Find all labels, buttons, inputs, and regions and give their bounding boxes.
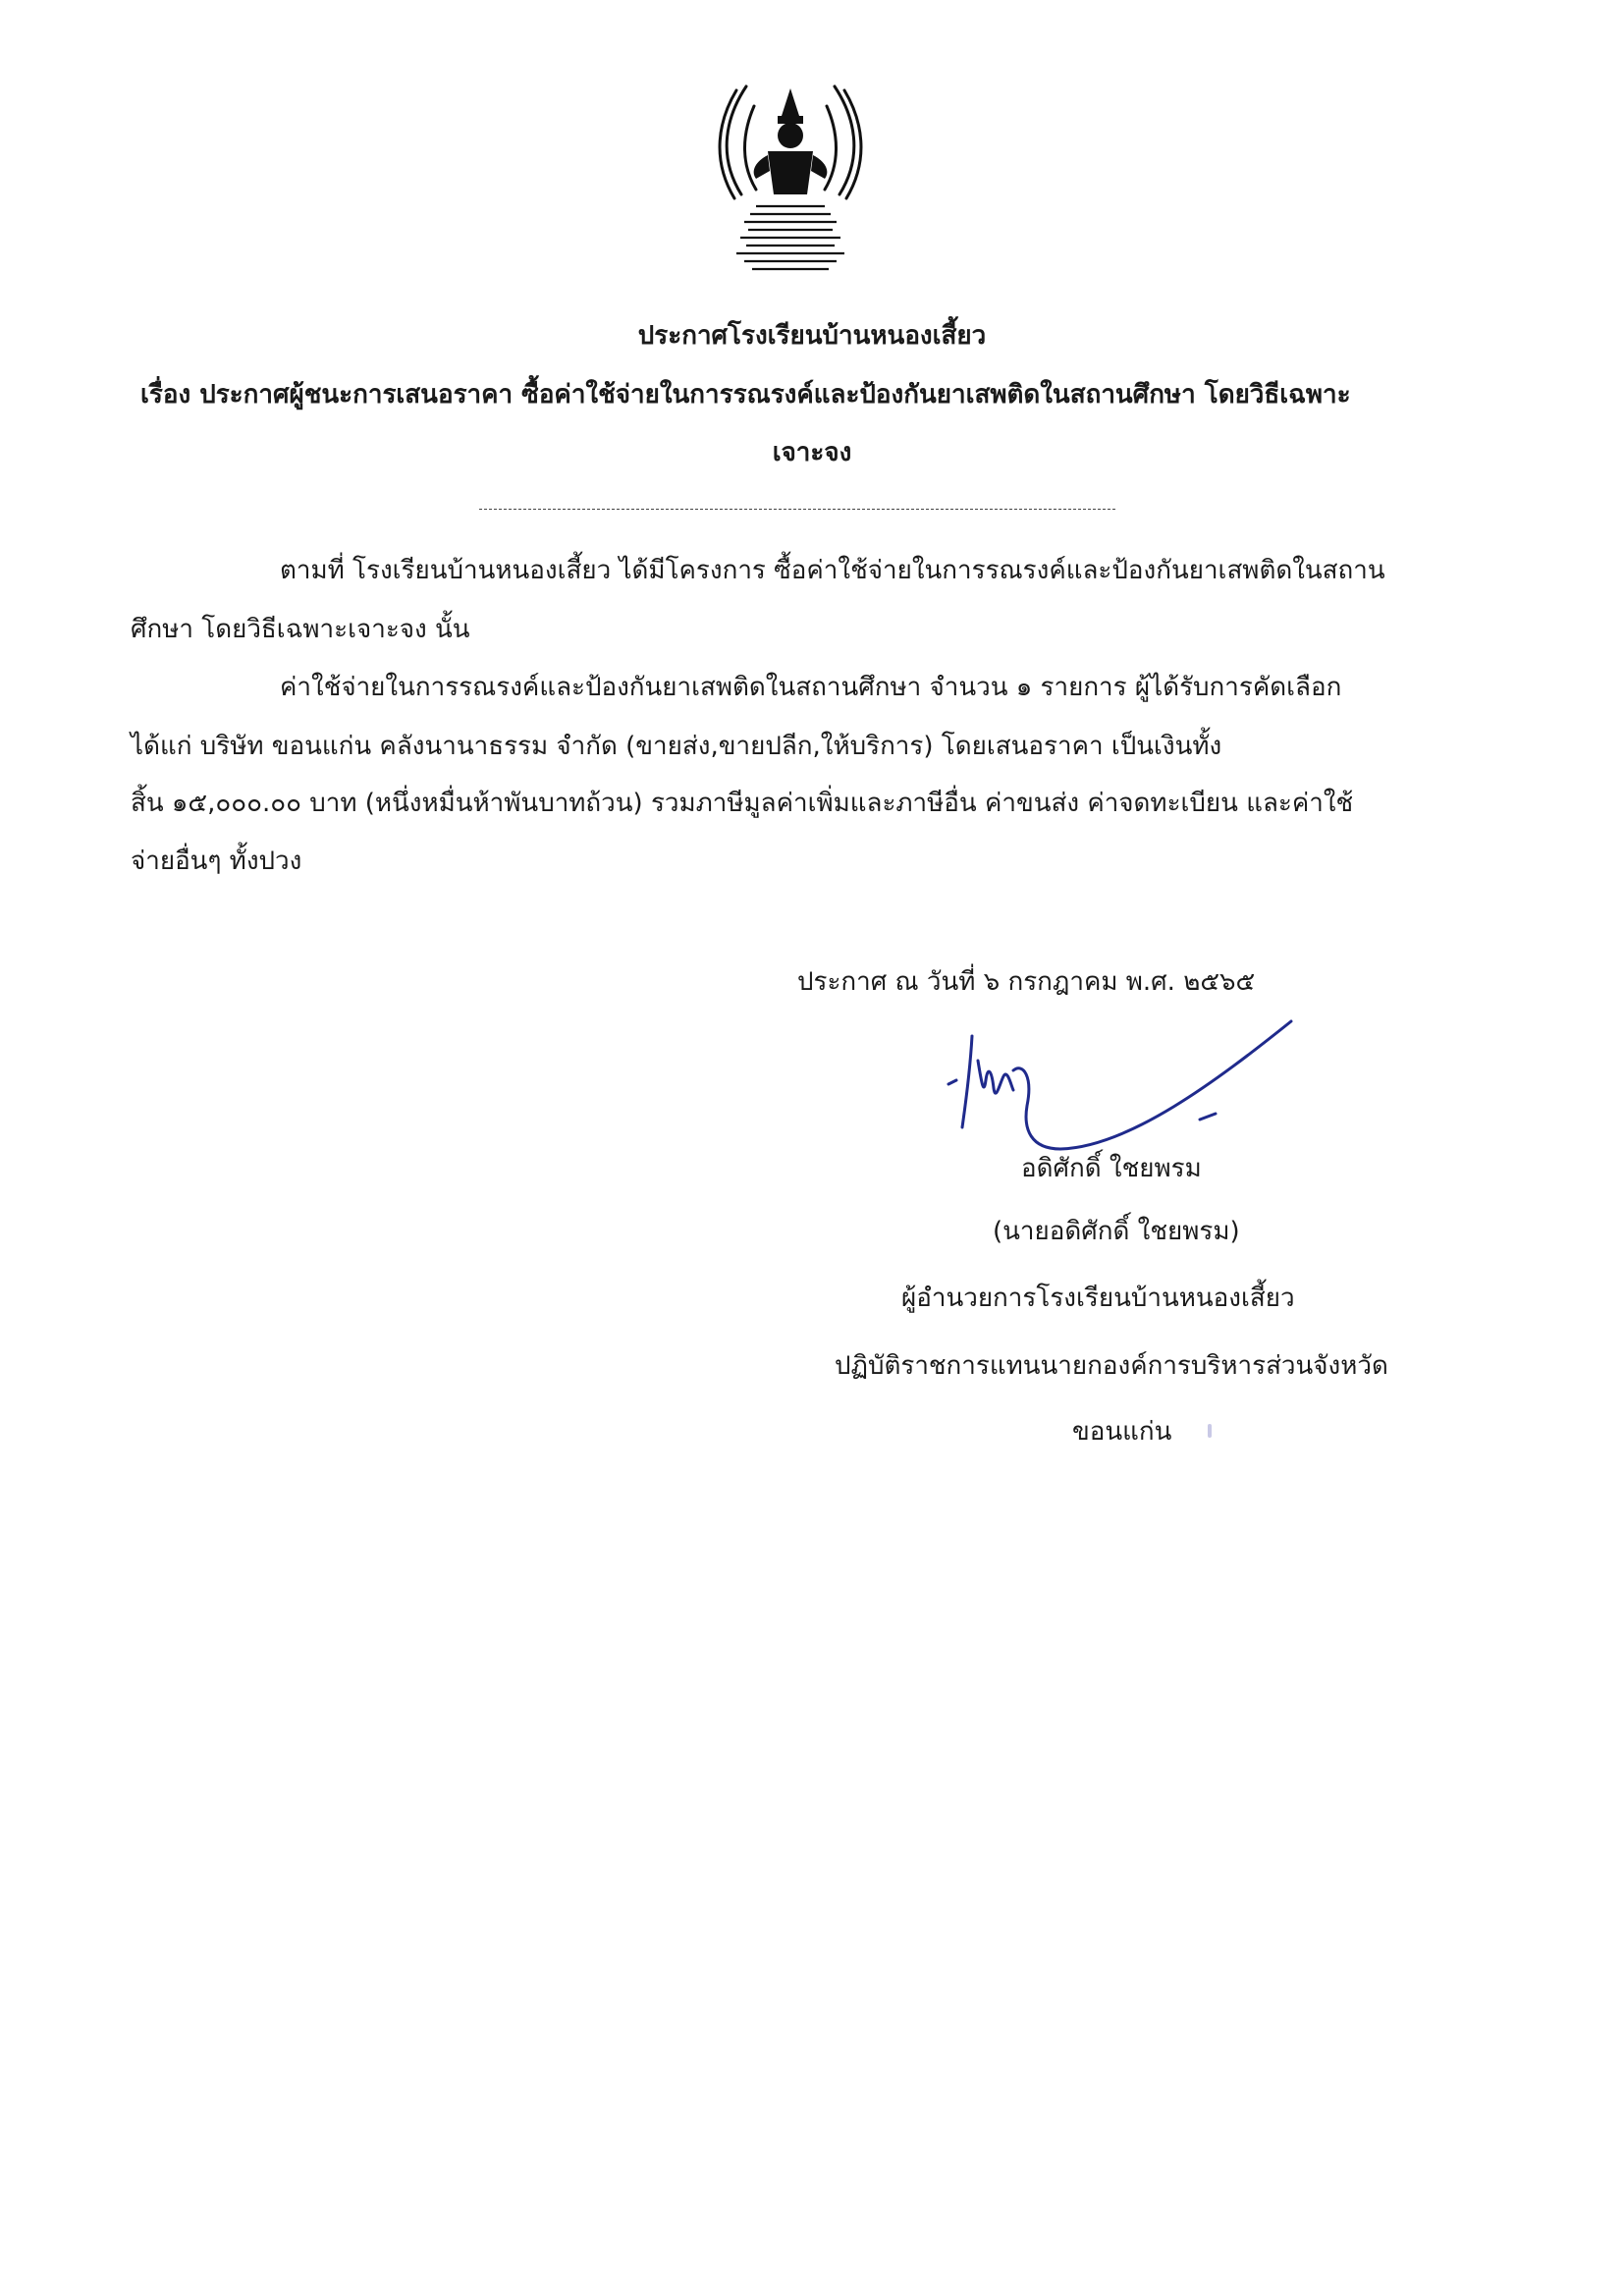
announcement-date: ประกาศ ณ วันที่ ๖ กรกฎาคม พ.ศ. ๒๕๖๕ (797, 967, 1256, 997)
subject-line-2: เจาะจง (772, 438, 852, 467)
paragraph-2-line-3: สิ้น ๑๕,๐๐๐.๐๐ บาท (หนึ่งหมื่นห้าพันบาทถ้วน) รวมภาษีมูลค่าเพิ่มและภาษีอื่น ค่าขนส่ง ค่าจดทะเบียน และค่าใช้ (131, 789, 1354, 818)
signatory-position-2: ปฏิบัติราชการแทนนายกองค์การบริหารส่วนจังหวัด (835, 1351, 1388, 1381)
paragraph-2-line-2: ได้แก่ บริษัท ขอนแก่น คลังนานาธรรม จำกัด (ขายส่ง,ขายปลีก,ให้บริการ) โดยเสนอราคา เป็นเงินทั้ง (131, 732, 1222, 761)
signatory-position-1: ผู้อำนวยการโรงเรียนบ้านหนองเสี้ยว (901, 1284, 1295, 1313)
announcement-title: ประกาศโรงเรียนบ้านหนองเสี้ยว (637, 321, 987, 351)
garuda-emblem-icon (687, 77, 893, 283)
separator-divider (479, 509, 1115, 510)
subject-line-1: เรื่อง ประกาศผู้ชนะการเสนอราคา ซื้อค่าใช้จ่ายในการรณรงค์และป้องกันยาเสพติดในสถานศึกษา โดยวิธีเฉพาะ (140, 380, 1351, 410)
paragraph-1-line-1: ตามที่ โรงเรียนบ้านหนองเสี้ยว ได้มีโครงการ ซื้อค่าใช้จ่ายในการรณรงค์และป้องกันยาเสพติดในสถาน (280, 556, 1385, 585)
paragraph-2-line-4: จ่ายอื่นๆ ทั้งปวง (131, 847, 302, 876)
paragraph-1-line-2: ศึกษา โดยวิธีเฉพาะเจาะจง นั้น (131, 615, 470, 644)
ink-mark (1208, 1424, 1212, 1438)
signature-icon (943, 1011, 1306, 1169)
signatory-position-3: ขอนแก่น (1072, 1417, 1172, 1447)
signed-name: อดิศักดิ์ ใชยพรม (1021, 1154, 1202, 1183)
paragraph-2-line-1: ค่าใช้จ่ายในการรณรงค์และป้องกันยาเสพติดในสถานศึกษา จำนวน ๑ รายการ ผู้ได้รับการคัดเลือก (280, 673, 1342, 702)
signatory-full-name: (นายอดิศักดิ์ ใชยพรม) (993, 1217, 1240, 1246)
